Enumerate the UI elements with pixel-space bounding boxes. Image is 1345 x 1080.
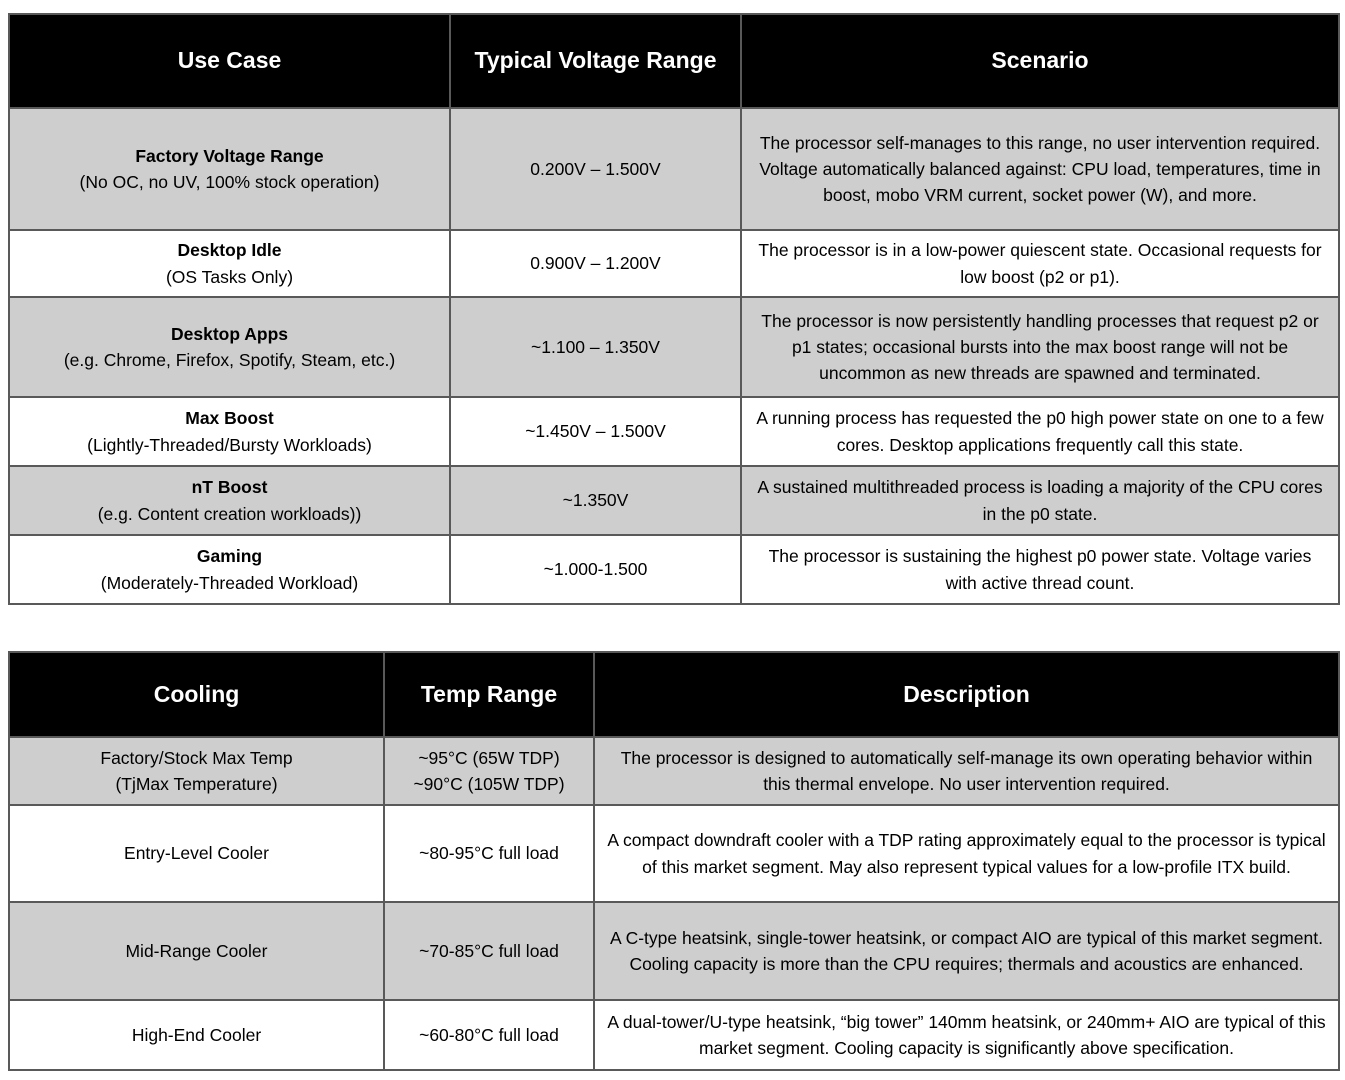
voltage-cell: ~1.450V – 1.500V xyxy=(450,397,741,466)
use-case-cell xyxy=(9,108,450,230)
use-case-title: Desktop Apps xyxy=(170,323,288,344)
scenario-cell: A sustained multithreaded process is loading a majority of the CPU cores in the p0 state. xyxy=(741,466,1339,535)
table-row xyxy=(9,535,1339,604)
use-case-subtitle: (Lightly-Threaded/Bursty Workloads) xyxy=(87,434,372,455)
use-case-subtitle: (e.g. Content creation workloads)) xyxy=(97,503,362,524)
voltage-table-header-row xyxy=(9,14,1339,108)
header-description: Description xyxy=(594,652,1339,737)
cooling-cell: Mid-Range Cooler xyxy=(9,902,384,1000)
temp-range-cell: ~70-85°C full load xyxy=(384,902,594,1000)
voltage-cell: ~1.100 – 1.350V xyxy=(450,297,741,397)
use-case-title: Factory Voltage Range xyxy=(135,145,324,166)
use-case-title: nT Boost xyxy=(191,477,268,498)
voltage-cell: ~1.000-1.500 xyxy=(450,535,741,604)
cooling-cell: Entry-Level Cooler xyxy=(9,805,384,902)
temp-range-cell: ~60-80°C full load xyxy=(384,1000,594,1070)
temp-range-cell: ~80-95°C full load xyxy=(384,805,594,902)
voltage-use-case-table xyxy=(8,13,1340,605)
header-typical-voltage-range: Typical Voltage Range xyxy=(450,14,741,108)
table-row xyxy=(9,466,1339,535)
voltage-cell: 0.900V – 1.200V xyxy=(450,230,741,297)
scenario-cell: A running process has requested the p0 high power state on one to a few cores. Desktop applications frequently call this state. xyxy=(741,397,1339,466)
cooling-table xyxy=(8,651,1340,1071)
use-case-title: Gaming xyxy=(196,546,263,567)
header-cooling: Cooling xyxy=(9,652,384,737)
cooling-table-header-row xyxy=(9,652,1339,737)
description-cell: A C-type heatsink, single-tower heatsink, or compact AIO are typical of this market segment. Cooling capacity is more than the CPU requires; thermals and acoustics are enhanced. xyxy=(594,902,1339,1000)
cooling-cell: High-End Cooler xyxy=(9,1000,384,1070)
description-cell: A compact downdraft cooler with a TDP rating approximately equal to the processor is typical of this market segment. May also represent typical values for a low-profile ITX build. xyxy=(594,805,1339,902)
use-case-title: Max Boost xyxy=(185,408,274,429)
table-row xyxy=(9,230,1339,297)
use-case-cell xyxy=(9,230,450,297)
use-case-title: Desktop Idle xyxy=(177,240,282,261)
table-row xyxy=(9,1000,1339,1070)
use-case-subtitle: (Moderately-Threaded Workload) xyxy=(100,572,359,593)
use-case-cell xyxy=(9,535,450,604)
use-case-cell xyxy=(9,397,450,466)
cooling-cell xyxy=(9,737,384,805)
use-case-subtitle: (e.g. Chrome, Firefox, Spotify, Steam, etc.) xyxy=(63,350,396,370)
header-scenario: Scenario xyxy=(741,14,1339,108)
scenario-cell: The processor is in a low-power quiescent state. Occasional requests for low boost (p2 or p1). xyxy=(741,230,1339,297)
scenario-cell: The processor is sustaining the highest p0 power state. Voltage varies with active thread count. xyxy=(741,535,1339,604)
use-case-subtitle: (OS Tasks Only) xyxy=(165,266,294,287)
temp-range-cell xyxy=(384,737,594,805)
cooling-title: Factory/Stock Max Temp xyxy=(100,747,293,768)
header-use-case: Use Case xyxy=(9,14,450,108)
table-row xyxy=(9,397,1339,466)
description-cell: The processor is designed to automatically self-manage its own operating behavior within this thermal envelope. No user intervention required. xyxy=(594,737,1339,805)
use-case-subtitle: (No OC, no UV, 100% stock operation) xyxy=(79,172,380,192)
temp-range-line1: ~95°C (65W TDP) xyxy=(418,747,560,768)
voltage-cell: 0.200V – 1.500V xyxy=(450,108,741,230)
table-row xyxy=(9,737,1339,805)
header-temp-range: Temp Range xyxy=(384,652,594,737)
voltage-cell: ~1.350V xyxy=(450,466,741,535)
table-row xyxy=(9,297,1339,397)
table-row xyxy=(9,108,1339,230)
use-case-cell xyxy=(9,466,450,535)
table-row xyxy=(9,902,1339,1000)
cooling-subtitle: (TjMax Temperature) xyxy=(115,774,278,794)
scenario-cell: The processor self-manages to this range, no user intervention required. Voltage automatically balanced against: CPU load, temperatures, time in boost, mobo VRM current, socket power (W), and more. xyxy=(741,108,1339,230)
temp-range-line2: ~90°C (105W TDP) xyxy=(413,774,565,794)
use-case-cell xyxy=(9,297,450,397)
scenario-cell: The processor is now persistently handling processes that request p2 or p1 states; occasional bursts into the max boost range will not be uncommon as new threads are spawned and terminated. xyxy=(741,297,1339,397)
description-cell: A dual-tower/U-type heatsink, “big tower” 140mm heatsink, or 240mm+ AIO are typical of this market segment. Cooling capacity is significantly above specification. xyxy=(594,1000,1339,1070)
table-row xyxy=(9,805,1339,902)
